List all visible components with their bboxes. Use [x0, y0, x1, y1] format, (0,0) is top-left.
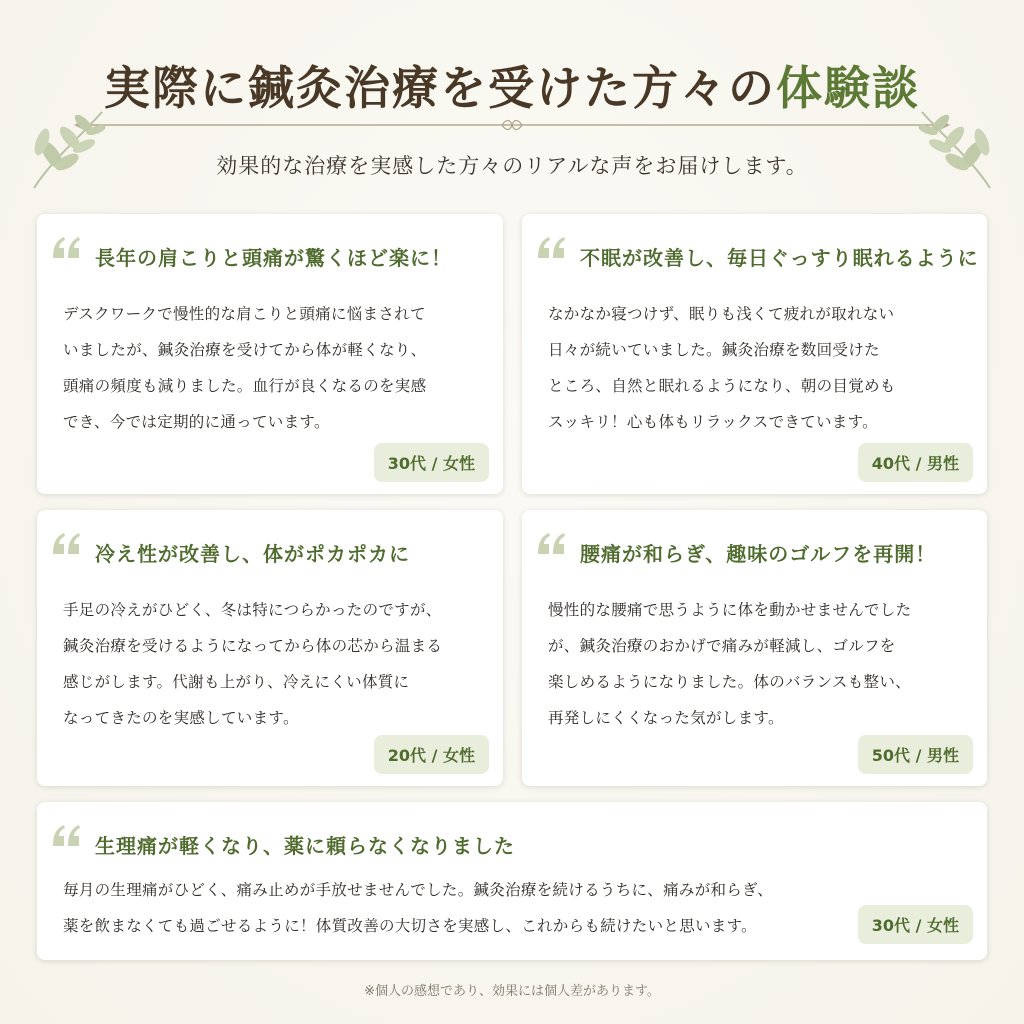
testimonial-line: 慢性的な腰痛で思うように体を動かせませんでした — [548, 601, 912, 619]
disclaimer-note: ※個人の感想であり、効果には個人差があります。 — [364, 984, 660, 999]
testimonial-body — [548, 296, 967, 440]
testimonial-line: いましたが、鍼灸治療を受けてから体が軽くなり、 — [63, 341, 427, 359]
testimonial-line: が、鍼灸治療のおかげで痛みが軽減し、ゴルフを — [548, 637, 896, 655]
testimonial-line: なかなか寝つけず、眠りも浅くて疲れが取れない — [548, 305, 895, 323]
testimonial-card — [37, 510, 503, 786]
quote-mark-icon — [49, 528, 83, 558]
testimonial-line: 薬を飲まなくても過ごせるように！体質改善の大切さを実感し、これからも続けたいと思います。 — [63, 917, 757, 935]
testimonial-line: 感じがします。代謝も上がり、冷えにくい体質に — [63, 673, 410, 691]
testimonial-line: 手足の冷えがひどく、冬は特につらかったのですが、 — [63, 601, 442, 619]
testimonial-body — [548, 592, 967, 736]
testimonial-line: スッキリ！心も体もリラックスできています。 — [548, 413, 878, 431]
testimonial-line: でき、今では定期的に通っています。 — [63, 413, 330, 431]
testimonial-line: 頭痛の頻度も減りました。血行が良くなるのを実感 — [63, 377, 427, 395]
testimonial-heading: 長年の肩こりと頭痛が驚くほど楽に！ — [95, 246, 452, 270]
testimonial-card — [37, 802, 987, 960]
age-gender-badge: 30代 / 女性 — [374, 443, 489, 482]
testimonial-line: 鍼灸治療を受けるようになってから体の芯から温まる — [63, 637, 443, 655]
testimonial-heading: 不眠が改善し、毎日ぐっすり眠れるように — [580, 246, 979, 270]
testimonial-line: 楽しめるようになりました。体のバランスも整い、 — [548, 673, 911, 691]
testimonial-line: デスクワークで慢性的な肩こりと頭痛に悩まされて — [63, 305, 426, 323]
quote-mark-icon — [49, 232, 83, 262]
testimonial-body — [63, 296, 483, 440]
age-gender-badge: 40代 / 男性 — [858, 443, 973, 482]
testimonial-card — [522, 510, 987, 786]
testimonial-line: なってきたのを実感しています。 — [63, 709, 299, 727]
testimonial-heading: 冷え性が改善し、体がポカポカに — [95, 542, 410, 566]
age-gender-badge: 30代 / 女性 — [858, 905, 973, 944]
age-gender-badge: 50代 / 男性 — [858, 735, 973, 774]
testimonial-heading: 生理痛が軽くなり、薬に頼らなくなりました — [95, 834, 515, 858]
testimonial-body — [63, 592, 483, 736]
leaf-branch-icon — [22, 100, 112, 195]
quote-mark-icon — [534, 528, 568, 558]
quote-mark-icon — [534, 232, 568, 262]
testimonial-line: 再発しにくくなった気がします。 — [548, 709, 784, 727]
testimonial-card — [522, 214, 987, 494]
page-title-accent: 体験談 — [776, 61, 920, 115]
page-subtitle: 効果的な治療を実感した方々のリアルな声をお届けします。 — [216, 154, 808, 178]
testimonial-card — [37, 214, 503, 494]
testimonial-line: 日々が続いていました。鍼灸治療を数回受けた — [548, 341, 880, 359]
leaf-branch-icon — [912, 100, 1002, 195]
ornament-divider — [70, 115, 954, 135]
page-title-main: 実際に鍼灸治療を受けた方々の — [104, 61, 776, 115]
testimonial-line: 毎月の生理痛がひどく、痛み止めが手放せませんでした。鍼灸治療を続けるうちに、痛みが和らぎ、 — [63, 881, 774, 899]
quote-mark-icon — [49, 820, 83, 850]
testimonial-heading: 腰痛が和らぎ、趣味のゴルフを再開！ — [580, 542, 937, 566]
testimonial-body — [63, 872, 847, 944]
age-gender-badge: 20代 / 女性 — [374, 735, 489, 774]
testimonial-line: ところ、自然と眠れるようになり、朝の目覚めも — [548, 377, 896, 395]
page-title — [0, 52, 1024, 118]
